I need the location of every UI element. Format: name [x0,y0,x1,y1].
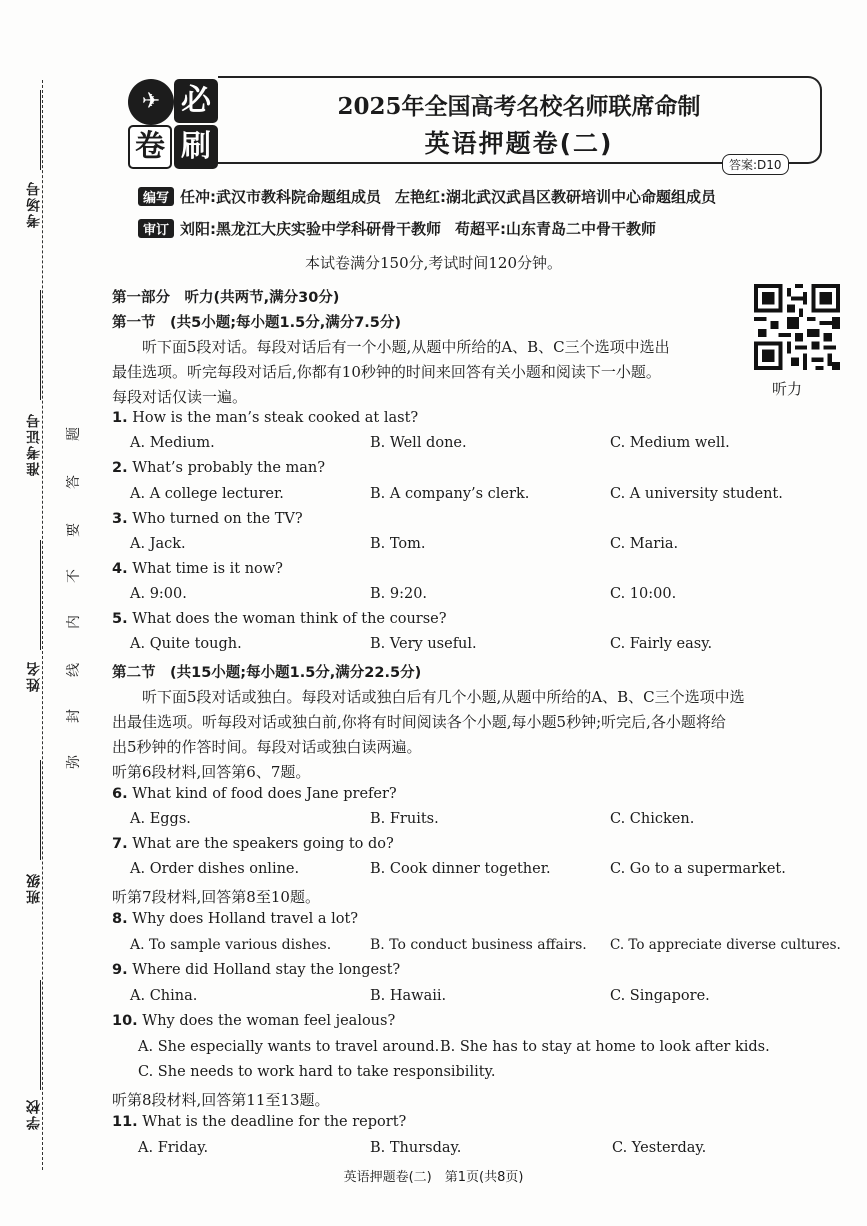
binding-label-name: 姓名 [26,660,42,692]
option-b[interactable]: B. Very useful. [370,636,477,652]
reviewer-name-1: 刘阳:黑龙江大庆实验中学科研骨干教师 [180,220,442,238]
editor-tag: 编写 [138,187,174,206]
seal-char: 内 [66,615,82,629]
material-8-note: 听第8段材料,回答第11至13题。 [112,1091,330,1109]
page-subtitle: 英语押题卷(二) [424,129,614,158]
option-a[interactable]: A. A college lecturer. [130,486,284,502]
editor-credit [138,186,716,207]
question-number: 3. [112,511,128,527]
reviewer-name-2: 苟超平:山东青岛二中骨干教师 [455,220,657,238]
binding-label-school: 学校 [26,1098,42,1130]
option-b[interactable]: B. A company’s clerk. [370,486,530,502]
question-2 [112,460,325,476]
question-text: What is the deadline for the report? [142,1114,407,1130]
question-7 [112,836,394,852]
question-text: What kind of food does Jane prefer? [132,786,397,802]
question-9 [112,962,400,978]
seal-char: 不 [66,569,82,583]
logo-char-bottom-left: 卷 [128,125,172,169]
question-text: Who turned on the TV? [132,511,303,527]
option-b[interactable]: B. Well done. [370,435,467,451]
section2-instruction: 出最佳选项。听每段对话或独白前,你将有时间阅读各个小题,每小题5秒钟;听完后,各小题将给 [112,713,726,731]
reviewer-tag: 审订 [138,219,174,238]
option-a[interactable]: A. To sample various dishes. [130,937,332,953]
question-1 [112,410,418,426]
option-c[interactable]: C. Maria. [610,536,679,552]
logo-char-bottom-right: 刷 [174,125,218,169]
option-c[interactable]: C. She needs to work hard to take responsibility. [138,1064,496,1080]
option-a[interactable]: A. Order dishes online. [130,861,300,877]
reviewer-credit [138,218,656,239]
seal-char: 弥 [66,755,82,769]
question-5 [112,611,447,627]
question-number: 4. [112,561,128,577]
brand-logo [128,75,220,167]
part1-title: 第一部分 听力(共两节,满分30分) [112,290,340,306]
option-b[interactable]: B. Tom. [370,536,426,552]
option-a[interactable]: A. China. [130,988,198,1004]
option-a[interactable]: A. 9:00. [130,586,187,602]
question-text: What time is it now? [132,561,283,577]
exam-room-blank[interactable] [40,90,41,170]
option-b[interactable]: B. 9:20. [370,586,428,602]
question-number: 10. [112,1013,138,1029]
option-b[interactable]: B. Fruits. [370,811,439,827]
editor-name-2: 左艳红:湖北武汉武昌区教研培训中心命题组成员 [395,188,717,206]
seal-char: 答 [66,475,82,489]
question-text: What are the speakers going to do? [132,836,394,852]
section2-instruction: 听下面5段对话或独白。每段对话或独白后有几个小题,从题中所给的A、B、C三个选项中选 [142,688,745,706]
question-6 [112,786,397,802]
material-6-note: 听第6段材料,回答第6、7题。 [112,763,311,781]
question-text: Why does the woman feel jealous? [142,1013,396,1029]
school-blank[interactable] [40,980,41,1090]
admission-no-blank[interactable] [40,290,41,400]
question-number: 11. [112,1114,138,1130]
option-c[interactable]: C. A university student. [610,486,783,502]
qr-code-icon[interactable] [754,284,840,370]
option-c[interactable]: C. Medium well. [610,435,730,451]
section1-instruction: 听下面5段对话。每段对话后有一个小题,从题中所给的A、B、C三个选项中选出 [142,338,670,356]
answer-code-badge: 答案:D10 [722,154,789,175]
logo-char-top: 必 [174,79,218,123]
option-c[interactable]: C. Go to a supermarket. [610,861,786,877]
seal-char: 要 [66,523,82,537]
section1-instruction: 最佳选项。听完每段对话后,你都有10秒钟的时间来回答有关小题和阅读下一小题。 [112,363,661,381]
binding-label-admission-no: 准考证号 [26,412,42,476]
question-8 [112,911,358,927]
question-number: 2. [112,460,128,476]
section1-title: 第一节 (共5小题;每小题1.5分,满分7.5分) [112,315,402,331]
binding-dashed-line [42,80,43,1170]
question-number: 5. [112,611,128,627]
option-a[interactable]: A. She especially wants to travel around. [138,1039,440,1055]
option-a[interactable]: A. Quite tough. [130,636,242,652]
seal-char: 题 [66,427,82,441]
option-a[interactable]: A. Jack. [130,536,186,552]
option-a[interactable]: A. Eggs. [130,811,191,827]
question-number: 8. [112,911,128,927]
option-b[interactable]: B. To conduct business affairs. [370,937,587,953]
qr-label: 听力 [772,380,803,398]
question-3 [112,511,303,527]
section2-title: 第二节 (共15小题;每小题1.5分,满分22.5分) [112,665,422,681]
question-text: How is the man’s steak cooked at last? [132,410,419,426]
editor-name-1: 任冲:武汉市教科院命题组成员 [180,188,382,206]
question-4 [112,561,283,577]
option-b[interactable]: B. Hawaii. [370,988,447,1004]
question-text: Why does Holland travel a lot? [132,911,359,927]
option-c[interactable]: C. Chicken. [610,811,695,827]
binding-label-exam-room: 考场号 [26,180,42,228]
page-title: 2025年全国高考名校名师联席命制 [337,93,701,120]
question-text: What’s probably the man? [132,460,326,476]
material-7-note: 听第7段材料,回答第8至10题。 [112,888,320,906]
section1-instruction: 每段对话仅读一遍。 [112,388,248,406]
option-a[interactable]: A. Medium. [130,435,215,451]
option-c[interactable]: C. 10:00. [610,586,677,602]
option-b[interactable]: B. Thursday. [370,1140,462,1156]
question-11 [112,1114,406,1130]
class-blank[interactable] [40,760,41,860]
binding-label-class: 班级 [26,872,42,904]
option-b[interactable]: B. She has to stay at home to look after kids. [440,1039,770,1055]
paper-plane-icon: ✈ [128,79,174,125]
seal-char: 线 [66,663,82,677]
option-a[interactable]: A. Friday. [138,1140,209,1156]
name-blank[interactable] [40,540,41,650]
seal-char: 封 [66,709,82,723]
question-number: 1. [112,410,128,426]
page-footer: 英语押题卷(二) 第1页(共8页) [343,1170,524,1185]
option-c[interactable]: C. Singapore. [610,988,710,1004]
option-c[interactable]: C. Yesterday. [612,1140,707,1156]
section2-instruction: 出5秒钟的作答时间。每段对话或独白读两遍。 [112,738,422,756]
option-b[interactable]: B. Cook dinner together. [370,861,551,877]
score-info: 本试卷满分150分,考试时间120分钟。 [304,254,563,272]
question-10 [112,1013,395,1029]
option-c[interactable]: C. To appreciate diverse cultures. [610,937,841,953]
question-text: What does the woman think of the course? [132,611,447,627]
question-number: 7. [112,836,128,852]
option-c[interactable]: C. Fairly easy. [610,636,713,652]
question-number: 6. [112,786,128,802]
question-text: Where did Holland stay the longest? [132,962,401,978]
question-number: 9. [112,962,128,978]
